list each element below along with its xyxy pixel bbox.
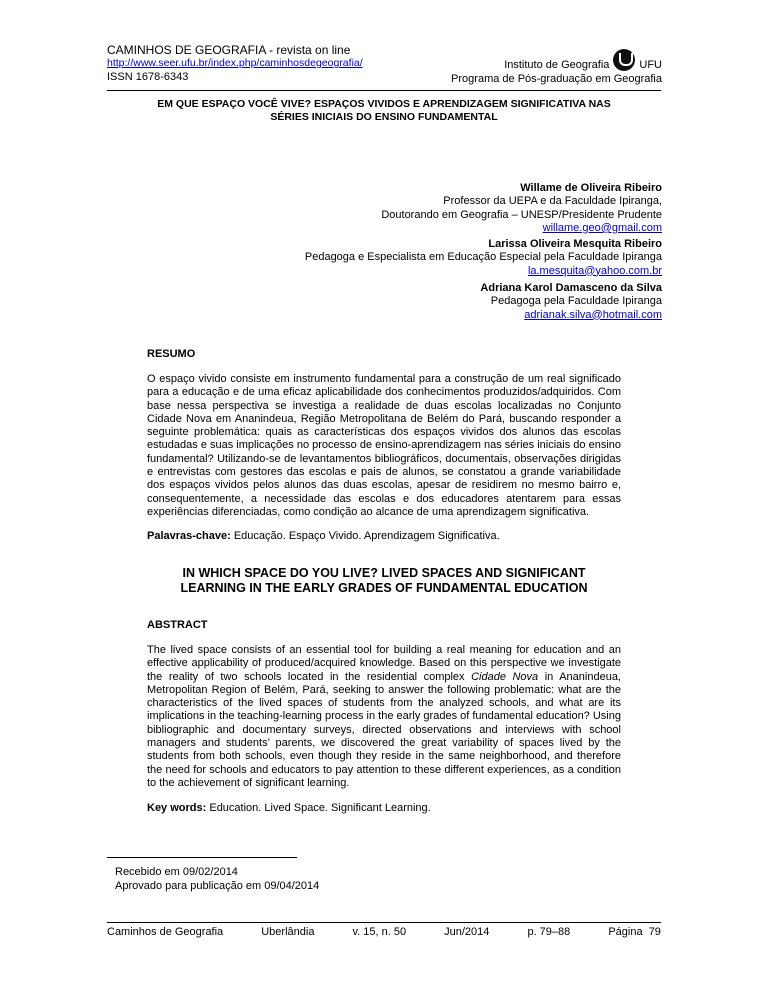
abstract-text-italic: Cidade Nova <box>471 670 539 683</box>
english-title <box>150 566 618 596</box>
journal-title: CAMINHOS DE GEOGRAFIA - revista on line <box>107 43 351 57</box>
article-title-line2: SÉRIES INICIAIS DO ENSINO FUNDAMENTAL <box>270 111 498 123</box>
footer-date: Jun/2014 <box>444 926 490 938</box>
keywords-label: Key words: <box>147 802 207 814</box>
author-email-link[interactable]: la.mesquita@yahoo.com.br <box>527 264 662 277</box>
abstract-text-part: The lived space consists of an essential tool for building a real meaning for education and an effective applicability of produced/acquired knowledge. Based on this perspective we investigate the reality of two schools located in the residential complex <box>147 644 621 683</box>
abstract-keywords <box>147 802 431 814</box>
author-email-link[interactable]: adrianak.silva@hotmail.com <box>524 308 662 321</box>
author-block-2 <box>305 238 662 278</box>
author-affiliation: Professor da UEPA e da Faculdade Ipiranga, <box>443 195 662 208</box>
article-title <box>120 98 648 124</box>
journal-url-link[interactable]: http://www.seer.ufu.br/index.php/caminhosdegeografia/ <box>107 57 363 69</box>
keywords-label: Palavras-chave: <box>147 530 231 542</box>
abstract-text-part: in Ananindeua, Metropolitan Region of Belém, Pará, seeking to answer the following problematic: what are the characteristics of the lived spaces of students from the analyzed schools, and what are its implications in the teaching-learning process in the early grades of fundamental education? Using bibliographic and documentary surveys, directed observations and interviews with school managers and students’ parents, we discovered the great variability of spaces lived by the students from both schools, even though they reside in the same neighborhood, and therefore the need for schools and educators to pay attention to these different experiences, as a condition to the achievement of significant learning. <box>147 670 621 789</box>
author-name: Adriana Karol Damasceno da Silva <box>480 282 662 294</box>
author-block-3 <box>480 282 662 322</box>
approved-date: Aprovado para publicação em 09/04/2014 <box>115 880 320 892</box>
footer-city: Uberlândia <box>261 926 315 938</box>
english-title-line2: LEARNING IN THE EARLY GRADES OF FUNDAMENTAL EDUCATION <box>180 581 588 595</box>
keywords-value: Education. Lived Space. Significant Learning. <box>206 802 431 814</box>
author-affiliation: Pedagoga e Especialista em Educação Especial pela Faculdade Ipiranga <box>304 251 662 264</box>
ufu-logo-icon <box>613 49 635 71</box>
received-date: Recebido em 09/02/2014 <box>115 866 238 878</box>
author-block-1 <box>381 182 662 235</box>
institute-name: Instituto de Geografia <box>504 59 610 71</box>
header-divider <box>107 90 661 91</box>
issn: ISSN 1678-6343 <box>107 71 189 83</box>
footer-journal: Caminhos de Geografia <box>107 926 224 938</box>
article-title-line1: EM QUE ESPAÇO VOCÊ VIVE? ESPAÇOS VIVIDOS E APRENDIZAGEM SIGNIFICATIVA NAS <box>157 98 611 110</box>
program-name: Programa de Pós-graduação em Geografia <box>451 73 662 85</box>
resumo-heading: RESUMO <box>147 348 196 360</box>
footnote-divider <box>107 857 297 858</box>
footer-volume: v. 15, n. 50 <box>352 926 407 938</box>
footer-page-number: Página 79 <box>608 926 661 938</box>
institute-line <box>504 59 662 71</box>
page-footer <box>107 926 661 938</box>
author-name: Larissa Oliveira Mesquita Ribeiro <box>488 238 662 250</box>
footer-pages: p. 79–88 <box>527 926 571 938</box>
abstract-text <box>147 644 621 790</box>
abstract-heading: ABSTRACT <box>147 619 208 631</box>
author-name: Willame de Oliveira Ribeiro <box>520 182 662 194</box>
resumo-text: O espaço vivido consiste em instrumento fundamental para a construção de um real significado para a educação e de uma eficaz aplicabilidade dos conhecimentos produzidos/adquiridos. Com base nessa perspectiva se investiga a realidade de duas escolas localizadas no Conjunto Cidade Nova em Ananindeua, Região Metropolitana de Belém do Pará, buscando responder a seguinte problemática: quais as características dos espaços vividos dos alunos das escolas estudadas e suas implicações no processo de ensino-aprendizagem nas séries iniciais do ensino fundamental? Utilizando-se de levantamentos bibliográficos, documentais, observações dirigidas e entrevistas com gestores das escolas e pais de alunos, se constatou a grande variabilidade dos espaços vividos pelos alunos das duas escolas, apesar de residirem no mesmo bairro e, consequentemente, a necessidade das escolas e dos educadores atentarem para essas experiências diferenciadas, como condição ao alcance de uma aprendizagem significativa. <box>147 373 621 518</box>
footer-divider <box>107 922 661 923</box>
author-affiliation: Doutorando em Geografia – UNESP/Presidente Prudente <box>381 208 662 221</box>
resumo-keywords <box>147 530 500 542</box>
keywords-value: Educação. Espaço Vivido. Aprendizagem Significativa. <box>230 530 500 542</box>
english-title-line1: IN WHICH SPACE DO YOU LIVE? LIVED SPACES AND SIGNIFICANT <box>182 566 586 580</box>
university-name: UFU <box>639 59 662 71</box>
author-email-link[interactable]: willame.geo@gmail.com <box>542 221 662 234</box>
author-affiliation: Pedagoga pela Faculdade Ipiranga <box>490 295 662 308</box>
